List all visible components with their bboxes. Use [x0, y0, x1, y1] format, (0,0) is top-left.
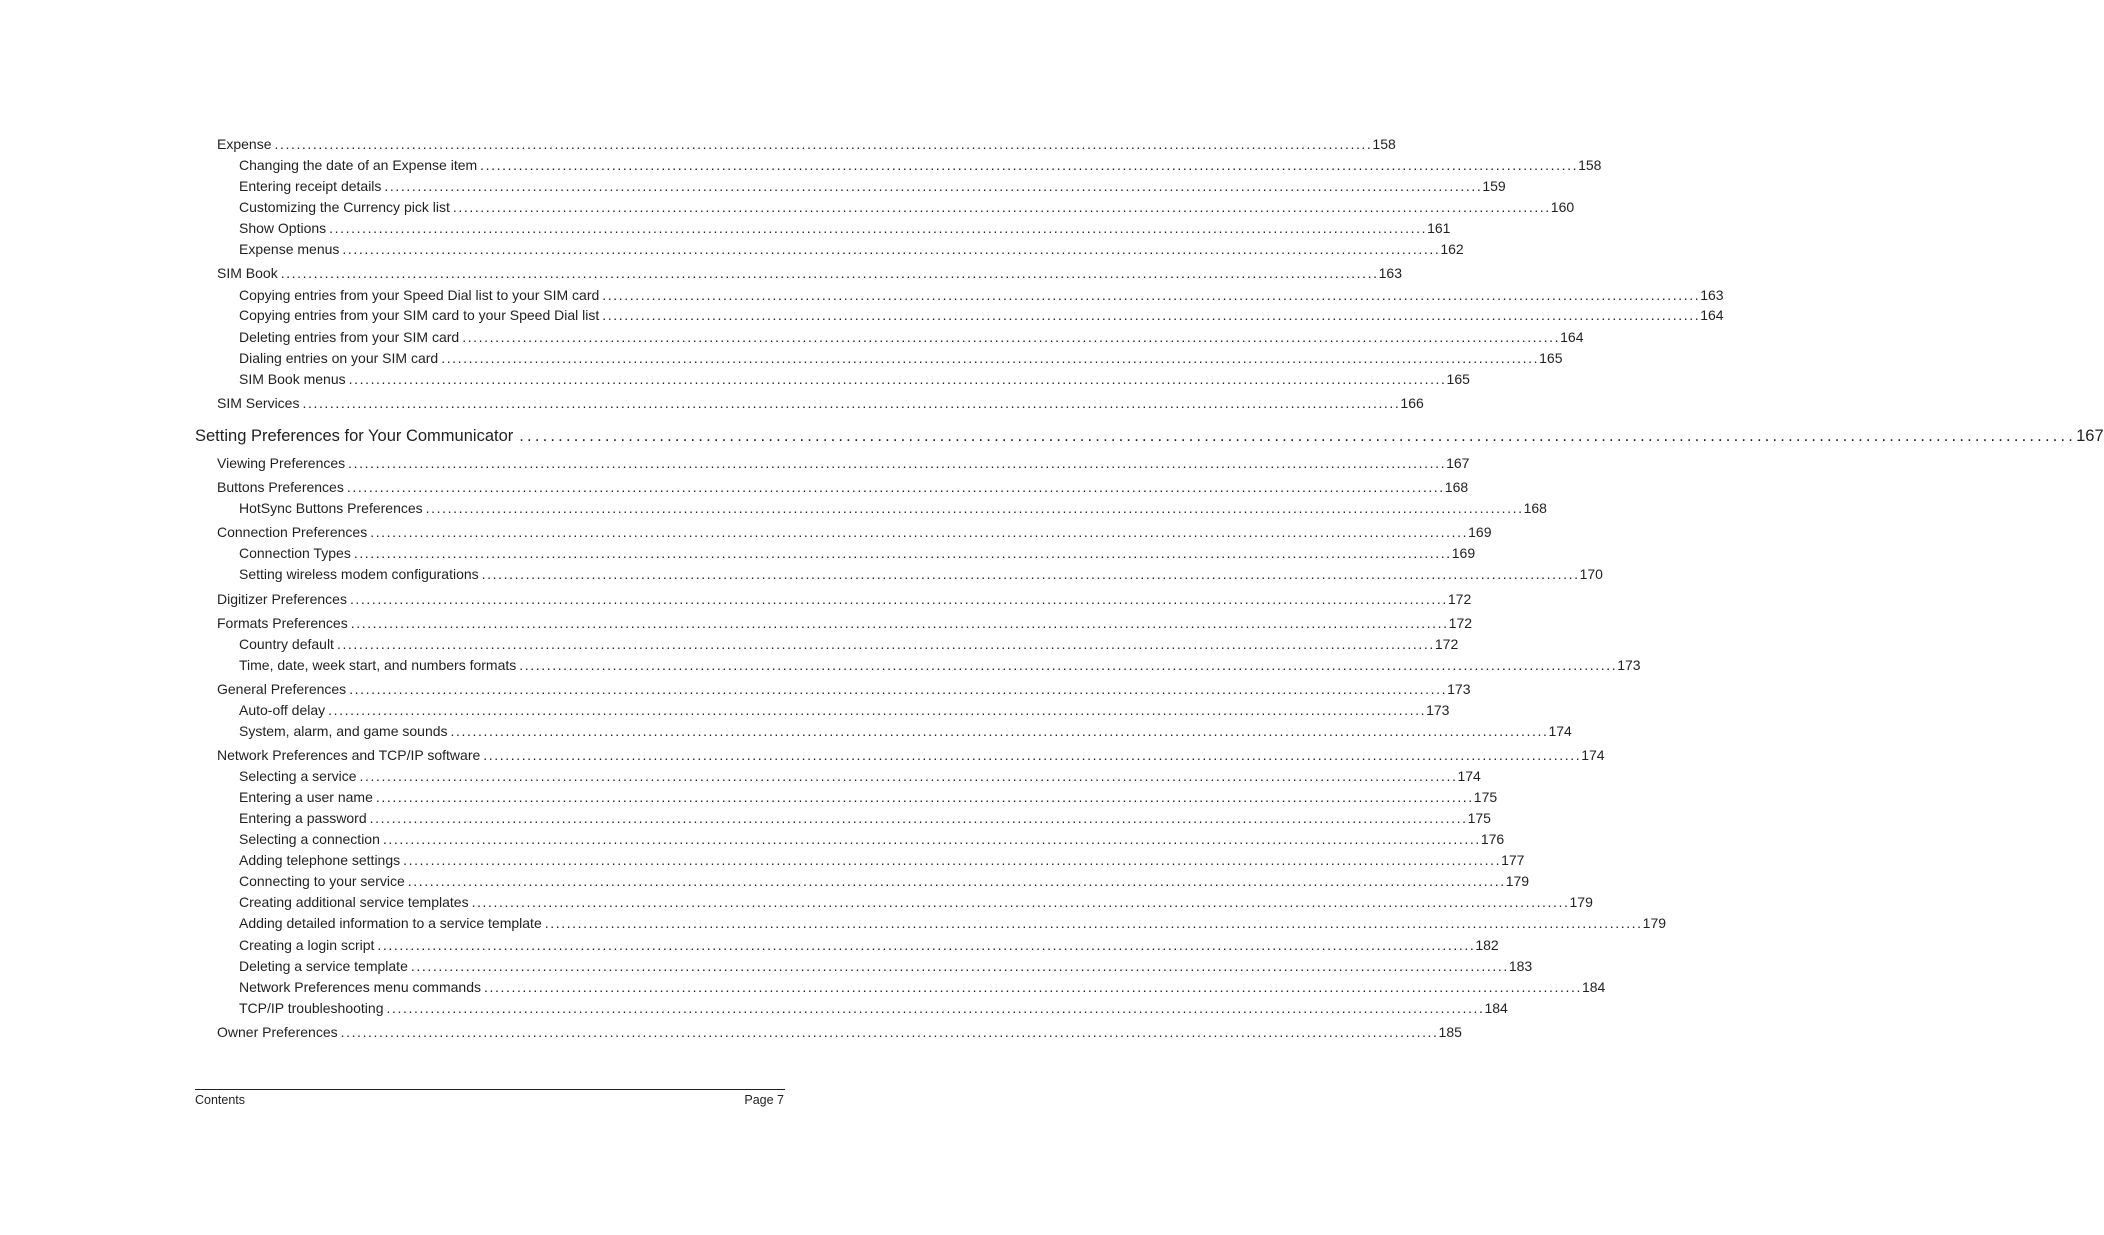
toc-entry-title: Changing the date of an Expense item	[239, 157, 478, 173]
toc-entry-title: SIM Book	[217, 265, 278, 281]
toc-page-number: 174	[1457, 768, 1481, 784]
dot-leader: ........................................................................................................................................................................................................	[382, 831, 1481, 847]
toc-entry-title: Adding detailed information to a service template	[239, 915, 542, 931]
toc-page-number: 165	[1539, 350, 1563, 366]
dot-leader: ........................................................................................................................................................................................................	[484, 979, 1582, 995]
toc-entry-title: Adding telephone settings	[239, 852, 401, 868]
toc-page-number: 158	[1372, 136, 1396, 152]
toc-page-number: 167	[2076, 427, 2104, 445]
toc-entry-title: SIM Services	[217, 395, 300, 411]
dot-leader: ........................................................................................................................................................................................................	[410, 958, 1509, 974]
dot-leader: ........................................................................................................................................................................................................	[336, 636, 1435, 652]
toc-page-number: 168	[1444, 479, 1469, 495]
toc-page-number: 163	[1378, 265, 1402, 281]
dot-leader: ........................................................................................................................................................................................................	[349, 681, 1448, 697]
toc-entry-title: Deleting a service template	[239, 958, 408, 974]
toc-page-number: 159	[1482, 178, 1506, 194]
toc-entry	[217, 455, 1470, 471]
toc-page-number: 170	[1579, 566, 1603, 582]
toc-entry	[239, 894, 1593, 910]
toc-chapter-entry	[195, 427, 2104, 446]
toc-page-number: 164	[1700, 307, 1724, 323]
toc-entry	[217, 615, 1473, 631]
dot-leader: ........................................................................................................................................................................................................	[483, 747, 1582, 763]
dot-leader: ........................................................................................................................................................................................................	[359, 768, 1458, 784]
toc-entry	[239, 500, 1547, 516]
toc-entry-title: Selecting a service	[239, 768, 357, 784]
toc-page-number: 173	[1426, 702, 1450, 718]
toc-page-number: 184	[1484, 1000, 1508, 1016]
toc-entry	[239, 852, 1525, 868]
toc-entry	[217, 395, 1424, 411]
dot-leader: ........................................................................................................................................................................................................	[602, 287, 1701, 303]
toc-page-number: 175	[1467, 810, 1491, 826]
toc-entry	[239, 371, 1470, 387]
toc-entry-title: Show Options	[239, 220, 327, 236]
toc-entry	[239, 810, 1491, 826]
toc-entry-title: Formats Preferences	[217, 615, 348, 631]
toc-entry-title: General Preferences	[217, 681, 347, 697]
toc-entry-title: Selecting a connection	[239, 831, 380, 847]
dot-leader: ........................................................................................................................................................................................................	[452, 199, 1551, 215]
dot-leader: ........................................................................................................................................................................................................	[480, 157, 1579, 173]
dot-leader: ........................................................................................................................................................................................................	[274, 136, 1373, 152]
toc-entry	[239, 723, 1572, 739]
dot-leader: ........................................................................................................................................................................................................	[441, 350, 1540, 366]
toc-entry-title: Connection Preferences	[217, 524, 368, 540]
dot-leader: ........................................................................................................................................................................................................	[519, 427, 2077, 445]
toc-entry	[239, 307, 1724, 323]
toc-page-number: 179	[1505, 873, 1530, 889]
toc-page-number: 183	[1508, 958, 1533, 974]
dot-leader: ........................................................................................................................................................................................................	[425, 500, 1524, 516]
toc-page-number: 182	[1475, 937, 1499, 953]
toc-entry-title: Network Preferences and TCP/IP software	[217, 747, 481, 763]
toc-page-number: 164	[1560, 329, 1584, 345]
toc-entry-title: Expense menus	[239, 241, 340, 257]
toc-entry	[239, 350, 1563, 366]
dot-leader: ........................................................................................................................................................................................................	[384, 178, 1483, 194]
footer-divider	[195, 1089, 785, 1090]
toc-entry	[217, 524, 1492, 540]
toc-page-number: 185	[1438, 1024, 1462, 1040]
toc-entry	[217, 479, 1469, 495]
toc-entry-title: Deleting entries from your SIM card	[239, 329, 460, 345]
dot-leader: ........................................................................................................................................................................................................	[342, 241, 1441, 257]
toc-page-number: 158	[1578, 157, 1602, 173]
toc-entry	[239, 1000, 1508, 1016]
toc-entry-title: Viewing Preferences	[217, 455, 346, 471]
toc-entry-title: System, alarm, and game sounds	[239, 723, 448, 739]
dot-leader: ........................................................................................................................................................................................................	[481, 566, 1580, 582]
toc-entry	[239, 958, 1533, 974]
toc-entry	[239, 287, 1724, 303]
dot-leader: ........................................................................................................................................................................................................	[328, 702, 1427, 718]
toc-entry	[217, 1024, 1462, 1040]
toc-entry	[217, 591, 1472, 607]
toc-entry	[239, 873, 1530, 889]
toc-entry-title: Time, date, week start, and numbers formats	[239, 657, 517, 673]
toc-entry-title: Network Preferences menu commands	[239, 979, 481, 995]
toc-page-number: 184	[1581, 979, 1606, 995]
dot-leader: ........................................................................................................................................................................................................	[370, 524, 1469, 540]
toc-page-number: 163	[1700, 287, 1724, 303]
toc-entry-title: Entering a password	[239, 810, 367, 826]
dot-leader: ........................................................................................................................................................................................................	[462, 329, 1561, 345]
toc-entry-title: Copying entries from your SIM card to your Speed Dial list	[239, 307, 600, 323]
dot-leader: ........................................................................................................................................................................................................	[519, 657, 1618, 673]
dot-leader: ........................................................................................................................................................................................................	[346, 479, 1445, 495]
toc-page-number: 174	[1548, 723, 1572, 739]
dot-leader: ........................................................................................................................................................................................................	[377, 937, 1476, 953]
dot-leader: ........................................................................................................................................................................................................	[302, 395, 1401, 411]
toc-entry-title: Copying entries from your Speed Dial list to your SIM card	[239, 287, 600, 303]
dot-leader: ........................................................................................................................................................................................................	[280, 265, 1379, 281]
toc-entry	[239, 199, 1575, 215]
toc-page-number: 169	[1451, 545, 1476, 561]
footer-section-label: Contents	[195, 1093, 246, 1107]
toc-entry	[217, 265, 1402, 281]
toc-page-number: 172	[1434, 636, 1459, 652]
toc-entry	[217, 136, 1396, 152]
toc-entry-title: Setting Preferences for Your Communicator	[195, 427, 514, 445]
toc-page-number: 162	[1440, 241, 1464, 257]
toc-page-number: 165	[1446, 371, 1470, 387]
toc-entry	[239, 657, 1641, 673]
toc-entry-title: Buttons Preferences	[217, 479, 344, 495]
toc-page-number: 174	[1581, 747, 1605, 763]
toc-page-number: 179	[1569, 894, 1593, 910]
dot-leader: ........................................................................................................................................................................................................	[340, 1024, 1439, 1040]
toc-entry-title: Expense	[217, 136, 272, 152]
toc-entry-title: Customizing the Currency pick list	[239, 199, 450, 215]
toc-entry	[239, 768, 1481, 784]
toc-entry	[217, 681, 1471, 697]
toc-entry-title: Entering receipt details	[239, 178, 382, 194]
toc-page-number: 177	[1501, 852, 1525, 868]
toc-page-number: 172	[1448, 615, 1473, 631]
dot-leader: ........................................................................................................................................................................................................	[403, 852, 1502, 868]
footer-page-number: Page 7	[744, 1093, 784, 1107]
toc-entry	[239, 937, 1499, 953]
toc-page-number: 173	[1617, 657, 1641, 673]
toc-entry	[239, 157, 1602, 173]
dot-leader: ........................................................................................................................................................................................................	[407, 873, 1506, 889]
toc-entry	[239, 329, 1584, 345]
dot-leader: ........................................................................................................................................................................................................	[350, 615, 1449, 631]
toc-entry-title: TCP/IP troubleshooting	[239, 1000, 384, 1016]
dot-leader: ........................................................................................................................................................................................................	[602, 307, 1701, 323]
toc-page-number: 172	[1447, 591, 1472, 607]
toc-page-number: 160	[1550, 199, 1575, 215]
dot-leader: ........................................................................................................................................................................................................	[450, 723, 1549, 739]
toc-entry-title: Dialing entries on your SIM card	[239, 350, 439, 366]
toc-entry-title: Setting wireless modem configurations	[239, 566, 479, 582]
dot-leader: ........................................................................................................................................................................................................	[544, 915, 1643, 931]
dot-leader: ........................................................................................................................................................................................................	[348, 371, 1447, 387]
dot-leader: ........................................................................................................................................................................................................	[349, 591, 1448, 607]
toc-entry	[239, 241, 1464, 257]
toc-entry	[239, 702, 1450, 718]
toc-entry-title: Country default	[239, 636, 334, 652]
toc-entry	[239, 789, 1498, 805]
toc-entry	[217, 747, 1605, 763]
toc-entry-title: SIM Book menus	[239, 371, 346, 387]
toc-entry-title: Creating a login script	[239, 937, 375, 953]
toc-entry-title: Creating additional service templates	[239, 894, 469, 910]
dot-leader: ........................................................................................................................................................................................................	[329, 220, 1428, 236]
toc-page-number: 175	[1473, 789, 1498, 805]
toc-page-number: 168	[1523, 500, 1547, 516]
toc-entry	[239, 636, 1459, 652]
toc-entry-title: Auto-off delay	[239, 702, 326, 718]
toc-entry	[239, 178, 1506, 194]
toc-page-number: 179	[1642, 915, 1667, 931]
dot-leader: ........................................................................................................................................................................................................	[375, 789, 1474, 805]
toc-entry	[239, 545, 1476, 561]
toc-entry	[239, 566, 1603, 582]
toc-entry-title: Connection Types	[239, 545, 351, 561]
dot-leader: ........................................................................................................................................................................................................	[369, 810, 1468, 826]
toc-entry-title: Connecting to your service	[239, 873, 405, 889]
toc-page-number: 161	[1427, 220, 1451, 236]
dot-leader: ........................................................................................................................................................................................................	[353, 545, 1452, 561]
toc-entry-title: Digitizer Preferences	[217, 591, 347, 607]
toc-page-number: 166	[1400, 395, 1424, 411]
toc-entry	[239, 979, 1606, 995]
toc-page-number: 169	[1468, 524, 1492, 540]
toc-entry-title: HotSync Buttons Preferences	[239, 500, 423, 516]
dot-leader: ........................................................................................................................................................................................................	[471, 894, 1570, 910]
toc-page-number: 176	[1480, 831, 1505, 847]
toc-entry-title: Owner Preferences	[217, 1024, 338, 1040]
toc-entry	[239, 915, 1667, 931]
toc-entry	[239, 220, 1451, 236]
dot-leader: ........................................................................................................................................................................................................	[386, 1000, 1485, 1016]
dot-leader: ........................................................................................................................................................................................................	[348, 455, 1447, 471]
toc-entry	[239, 831, 1505, 847]
toc-entry-title: Entering a user name	[239, 789, 373, 805]
toc-page-number: 167	[1446, 455, 1470, 471]
toc-page-number: 173	[1447, 681, 1471, 697]
